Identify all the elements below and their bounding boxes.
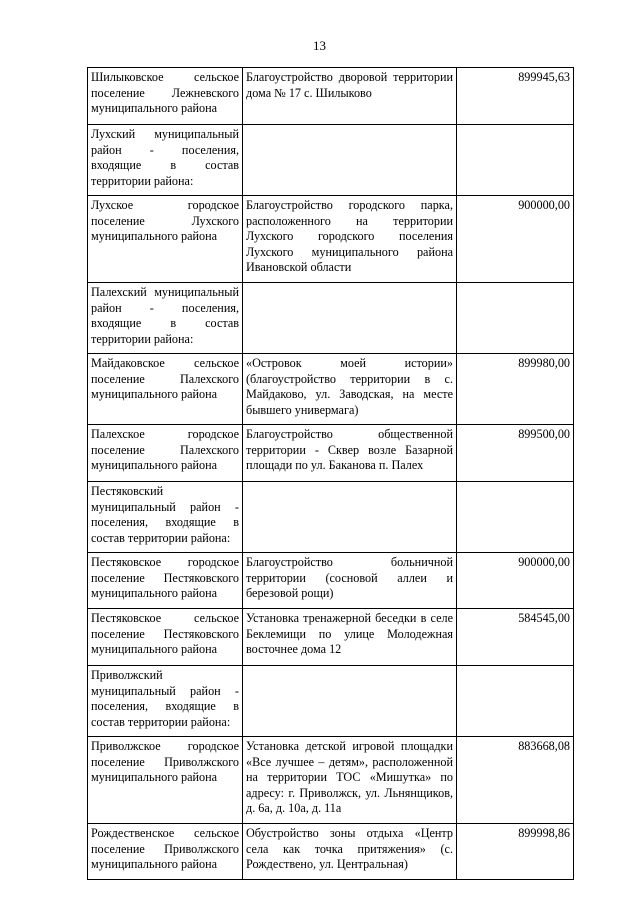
amount-cell: 899980,00 xyxy=(457,354,574,425)
amount-cell: 899945,63 xyxy=(457,68,574,125)
table-row xyxy=(88,824,574,880)
municipality-cell: Приволжское городское поселение Приволжского муниципального района xyxy=(88,737,243,824)
municipality-cell: Майдаковское сельское поселение Палехского муниципального района xyxy=(88,354,243,425)
grant-table-body xyxy=(88,68,574,880)
project-cell: Обустройство зоны отдыха «Центр села как точка притяжения» (с. Рождествено, ул. Центральная) xyxy=(243,824,457,880)
municipality-cell: Шилыковское сельское поселение Лежневского муниципального района xyxy=(88,68,243,125)
amount-cell xyxy=(457,482,574,553)
project-cell: Установка детской игровой площадки «Все лучшее – детям», расположенной на территории ТОС «Мишутка» по адресу: г. Приволжск, ул. Льнянщиков, д. 6а, д. 10а, д. 11а xyxy=(243,737,457,824)
amount-cell xyxy=(457,283,574,354)
table-row xyxy=(88,737,574,824)
table-row xyxy=(88,354,574,425)
table-row xyxy=(88,666,574,737)
municipality-cell: Пестяковское сельское поселение Пестяковского муниципального района xyxy=(88,609,243,666)
project-cell xyxy=(243,666,457,737)
amount-cell: 899998,86 xyxy=(457,824,574,880)
table-row xyxy=(88,196,574,283)
amount-cell xyxy=(457,666,574,737)
municipality-cell: Лухское городское поселение Лухского муниципального района xyxy=(88,196,243,283)
project-cell xyxy=(243,125,457,196)
municipality-cell: Палехское городское поселение Палехского муниципального района xyxy=(88,425,243,482)
table-row xyxy=(88,553,574,609)
amount-cell: 900000,00 xyxy=(457,553,574,609)
page-number: 13 xyxy=(313,38,326,53)
project-cell: «Островок моей истории» (благоустройство территории в с. Майдаково, ул. Заводская, на месте бывшего универмага) xyxy=(243,354,457,425)
project-cell xyxy=(243,482,457,553)
grant-table xyxy=(87,67,574,880)
table-row xyxy=(88,482,574,553)
project-cell: Благоустройство общественной территории - Сквер возле Базарной площади по ул. Баканова п. Палех xyxy=(243,425,457,482)
amount-cell: 900000,00 xyxy=(457,196,574,283)
municipality-cell: Палехский муниципальный район - поселения, входящие в состав территории района: xyxy=(88,283,243,354)
amount-cell xyxy=(457,125,574,196)
table-row xyxy=(88,68,574,125)
municipality-cell: Пестяковский муниципальный район - поселения, входящие в состав территории района: xyxy=(88,482,243,553)
amount-cell: 883668,08 xyxy=(457,737,574,824)
table-row xyxy=(88,425,574,482)
municipality-cell: Рождественское сельское поселение Приволжского муниципального района xyxy=(88,824,243,880)
amount-cell: 899500,00 xyxy=(457,425,574,482)
table-row xyxy=(88,283,574,354)
amount-cell: 584545,00 xyxy=(457,609,574,666)
municipality-cell: Лухский муниципальный район - поселения, входящие в состав территории района: xyxy=(88,125,243,196)
project-cell xyxy=(243,283,457,354)
project-cell: Благоустройство городского парка, расположенного на территории Лухского городского поселения Лухского муниципального района Ивановской области xyxy=(243,196,457,283)
project-cell: Установка тренажерной беседки в селе Беклемищи по улице Молодежная восточнее дома 12 xyxy=(243,609,457,666)
project-cell: Благоустройство больничной территории (сосновой аллеи и березовой рощи) xyxy=(243,553,457,609)
municipality-cell: Приволжский муниципальный район - поселения, входящие в состав территории района: xyxy=(88,666,243,737)
municipality-cell: Пестяковское городское поселение Пестяковского муниципального района xyxy=(88,553,243,609)
table-row xyxy=(88,125,574,196)
table-row xyxy=(88,609,574,666)
project-cell: Благоустройство дворовой территории дома № 17 с. Шилыково xyxy=(243,68,457,125)
